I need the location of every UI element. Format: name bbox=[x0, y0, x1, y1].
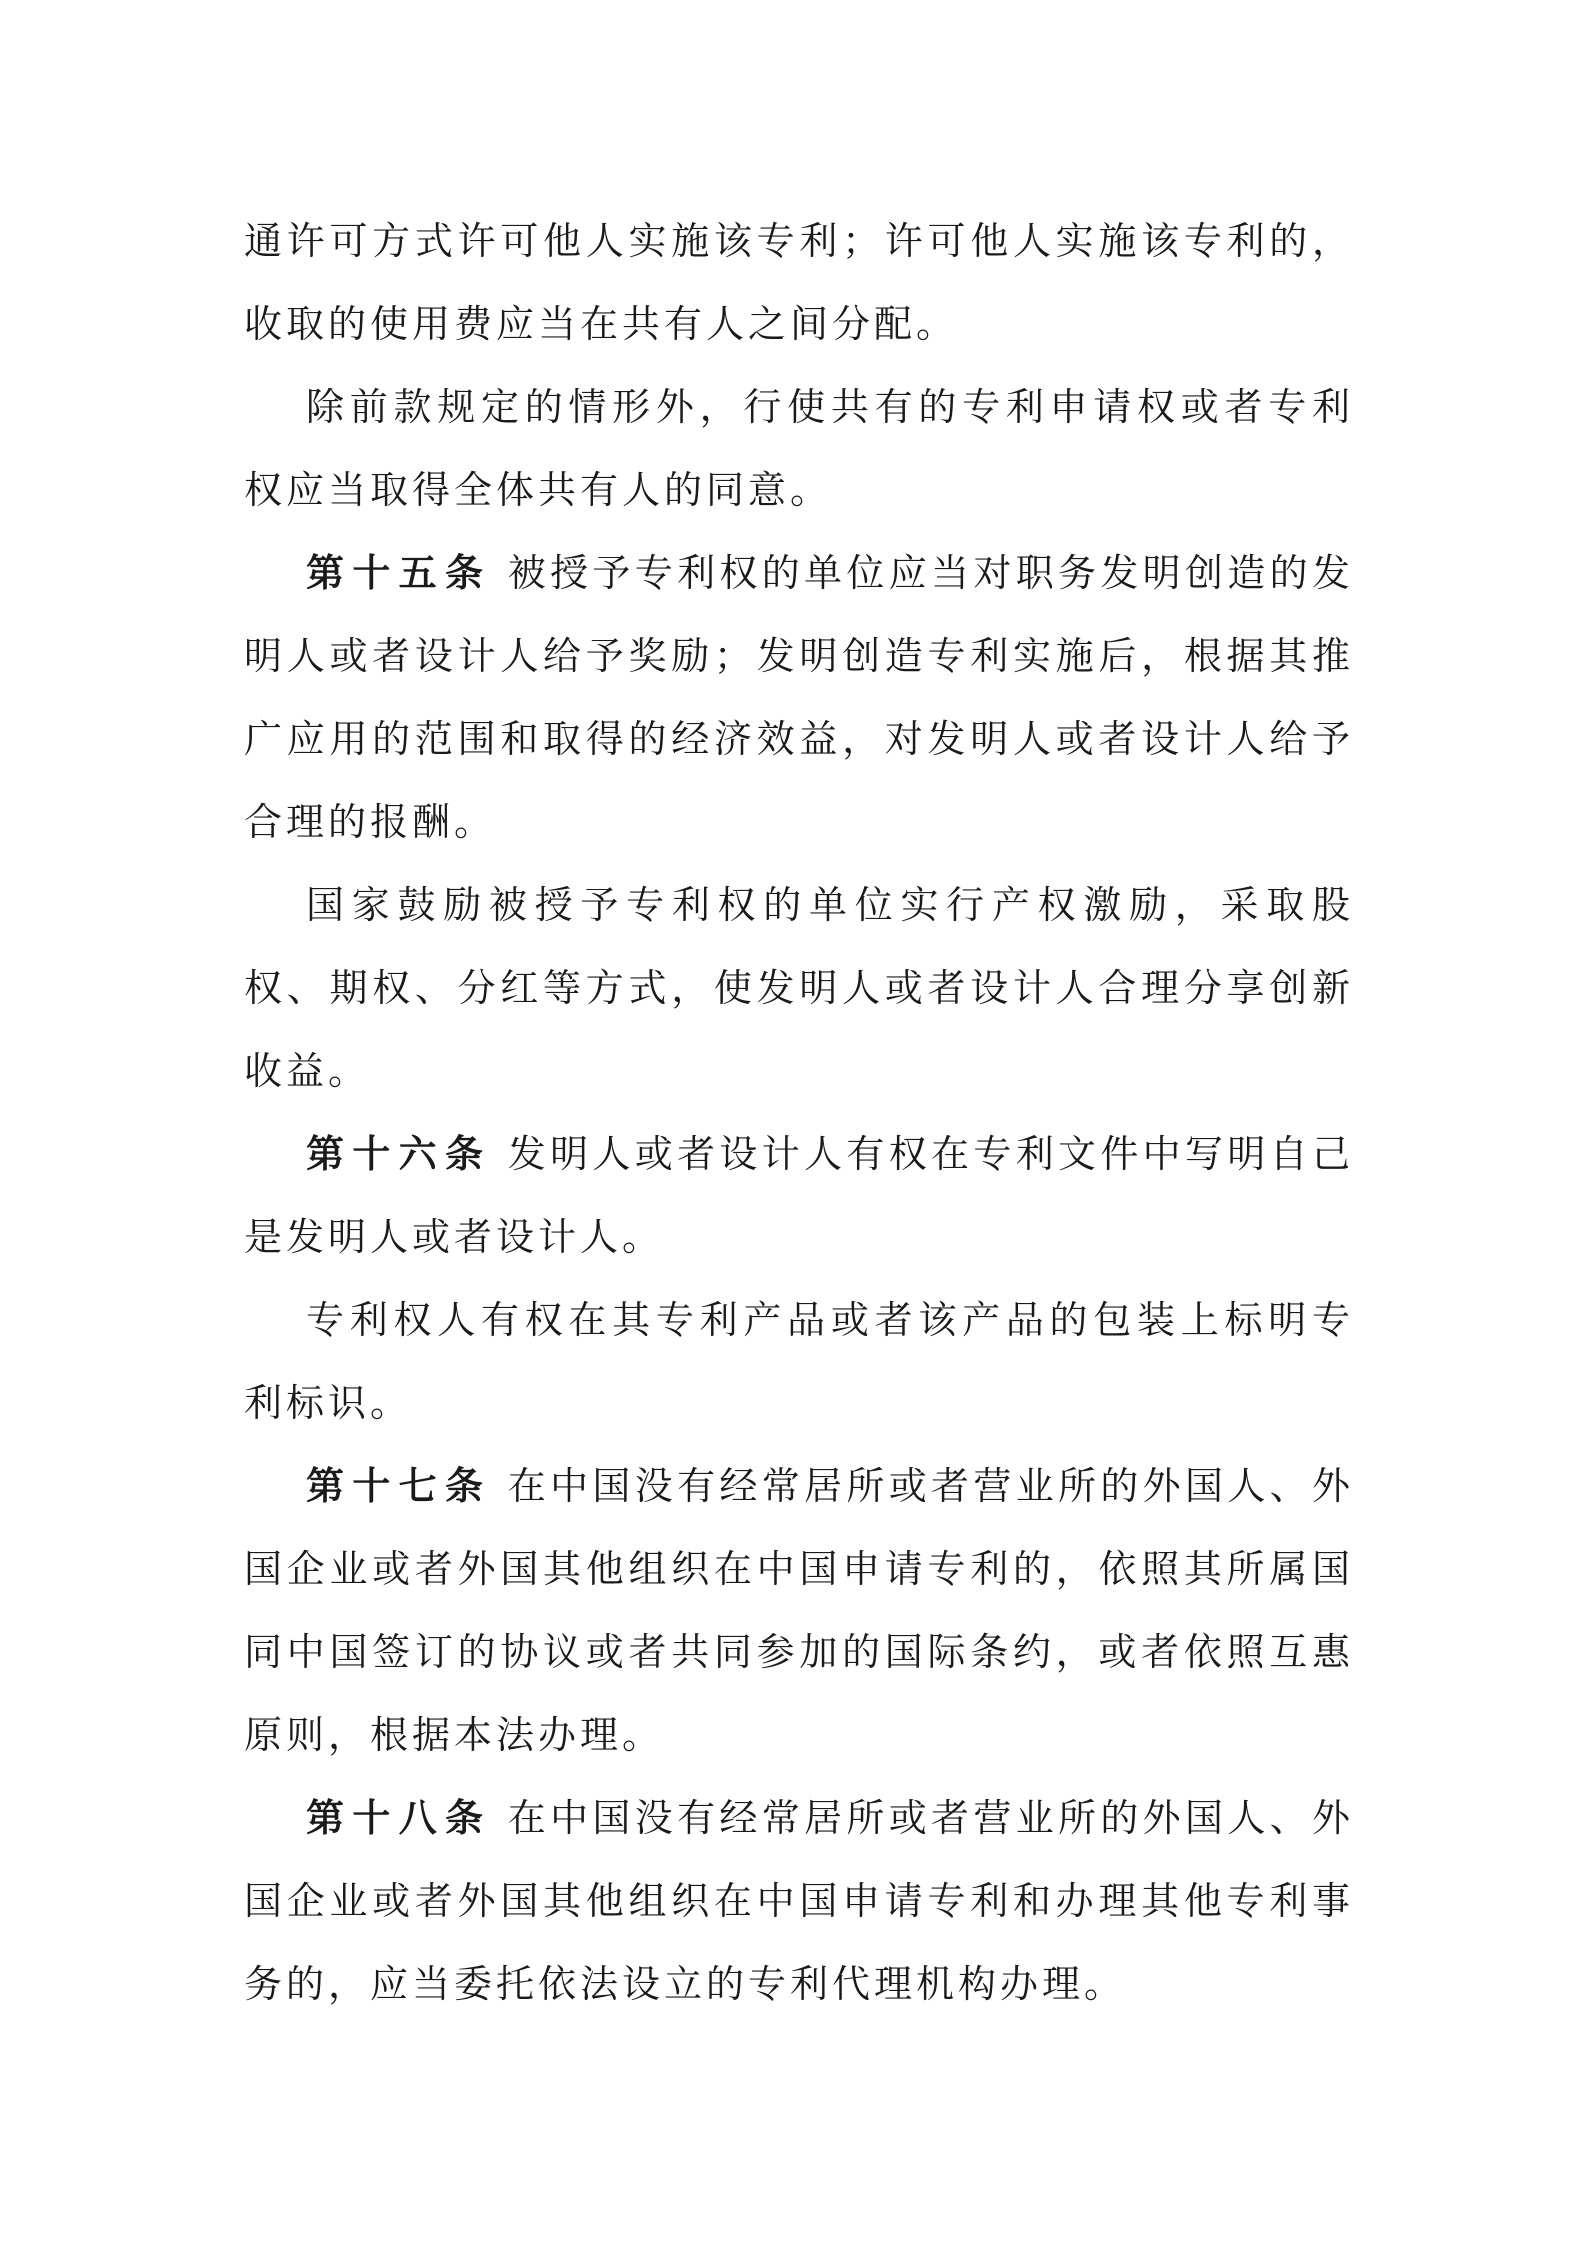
paragraph-text: 发明人或者设计人有权在专利文件中写明自己是发明人或者设计人。 bbox=[244, 1132, 1354, 1259]
paragraph-text: 国家鼓励被授予专利权的单位实行产权激励，采取股权、期权、分红等方式，使发明人或者设计人合理分享创新收益。 bbox=[244, 883, 1354, 1093]
paragraph-text: 专利权人有权在其专利产品或者该产品的包装上标明专利标识。 bbox=[244, 1298, 1354, 1425]
article-16 bbox=[244, 1113, 1354, 1279]
paragraph-text: 被授予专利权的单位应当对职务发明创造的发明人或者设计人给予奖励；发明创造专利实施后，根据其推广应用的范围和取得的经济效益，对发明人或者设计人给予合理的报酬。 bbox=[244, 551, 1354, 844]
article-number: 第十七条 bbox=[306, 1464, 492, 1508]
article-number: 第十八条 bbox=[306, 1796, 492, 1840]
document-body bbox=[244, 200, 1354, 2026]
paragraph-text: 在中国没有经常居所或者营业所的外国人、外国企业或者外国其他组织在中国申请专利和办理其他专利事务的，应当委托依法设立的专利代理机构办理。 bbox=[244, 1796, 1354, 2006]
paragraph-text: 通许可方式许可他人实施该专利；许可他人实施该专利的，收取的使用费应当在共有人之间分配。 bbox=[244, 219, 1354, 346]
paragraph-text: 在中国没有经常居所或者营业所的外国人、外国企业或者外国其他组织在中国申请专利的，依照其所属国同中国签订的协议或者共同参加的国际条约，或者依照互惠原则，根据本法办理。 bbox=[244, 1464, 1354, 1757]
article-number: 第十六条 bbox=[306, 1132, 492, 1176]
paragraph-text: 除前款规定的情形外，行使共有的专利申请权或者专利权应当取得全体共有人的同意。 bbox=[244, 385, 1354, 512]
paragraph-4 bbox=[244, 864, 1354, 1113]
paragraph-6 bbox=[244, 1279, 1354, 1445]
article-18 bbox=[244, 1777, 1354, 2026]
article-15 bbox=[244, 532, 1354, 864]
article-number: 第十五条 bbox=[306, 551, 492, 595]
article-17 bbox=[244, 1445, 1354, 1777]
paragraph-2 bbox=[244, 366, 1354, 532]
paragraph-1 bbox=[244, 200, 1354, 366]
